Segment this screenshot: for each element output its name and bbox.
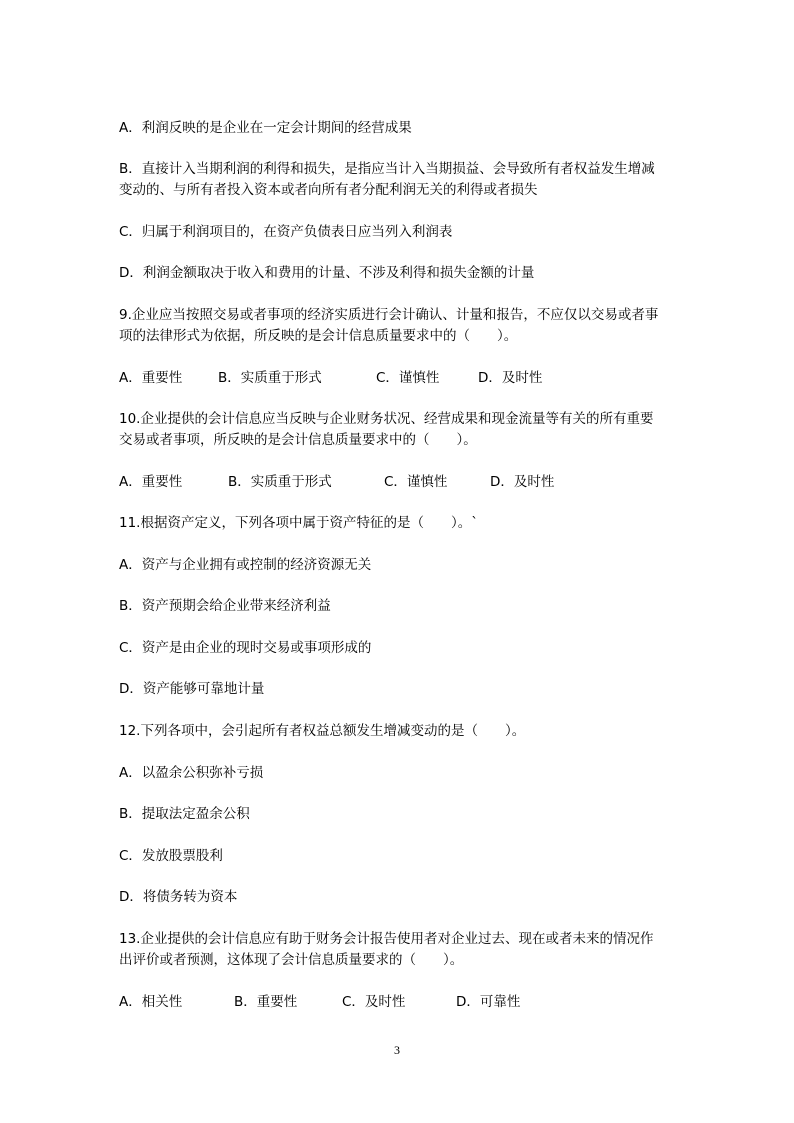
q8-option-b-line1: B．直接计入当期利润的利得和损失，是指应当计入当期损益、会导致所有者权益发生增减 <box>119 161 655 177</box>
q8-option-a: A．利润反映的是企业在一定会计期间的经营成果 <box>119 120 412 136</box>
q12-stem: 12.下列各项中，会引起所有者权益总额发生增减变动的是（ ）。 <box>119 723 526 739</box>
q10-option-a: A．重要性 <box>119 474 183 490</box>
q9-stem <box>119 305 685 347</box>
q9-stem-line2: 项的法律形式为依据，所反映的是会计信息质量要求中的（ ）。 <box>119 328 518 344</box>
q13-option-d: D．可靠性 <box>456 994 521 1010</box>
q9-option-b: B．实质重于形式 <box>218 370 322 386</box>
q9-option-d: D．及时性 <box>478 370 543 386</box>
q10-stem-line1: 10.企业提供的会计信息应当反映与企业财务状况、经营成果和现金流量等有关的所有重要 <box>119 411 654 427</box>
q8-option-b <box>119 159 685 201</box>
q10-option-b: B．实质重于形式 <box>228 474 332 490</box>
q8-option-d: D．利润金额取决于收入和费用的计量、不涉及利得和损失金额的计量 <box>119 265 535 281</box>
q10-stem <box>119 409 685 451</box>
q9-option-a: A．重要性 <box>119 370 183 386</box>
q12-option-d: D．将债务转为资本 <box>119 889 238 905</box>
q13-stem-line2: 出评价或者预测，这体现了会计信息质量要求的（ ）。 <box>119 952 464 968</box>
q10-option-c: C．谨慎性 <box>384 474 448 490</box>
q8-option-c: C．归属于利润项目的，在资产负债表日应当列入利润表 <box>119 224 453 240</box>
q13-option-b: B．重要性 <box>234 994 298 1010</box>
q13-stem <box>119 929 685 971</box>
q8-option-b-line2: 变动的、与所有者投入资本或者向所有者分配利润无关的利得或者损失 <box>119 182 538 198</box>
q11-option-c: C．资产是由企业的现时交易或事项形成的 <box>119 640 372 656</box>
q10-stem-line2: 交易或者事项，所反映的是会计信息质量要求中的（ ）。 <box>119 432 477 448</box>
q11-stem: 11.根据资产定义，下列各项中属于资产特征的是（ ）。` <box>119 515 478 531</box>
q12-option-c: C．发放股票股利 <box>119 848 223 864</box>
q9-stem-line1: 9.企业应当按照交易或者事项的经济实质进行会计确认、计量和报告，不应仅以交易或者事 <box>119 307 659 323</box>
q11-option-b: B．资产预期会给企业带来经济利益 <box>119 598 331 614</box>
q13-option-a: A．相关性 <box>119 994 183 1010</box>
q13-stem-line1: 13.企业提供的会计信息应有助于财务会计报告使用者对企业过去、现在或者未来的情况作 <box>119 931 654 947</box>
q13-option-c: C．及时性 <box>342 994 406 1010</box>
page-number: 3 <box>394 1043 400 1057</box>
q11-option-a: A．资产与企业拥有或控制的经济资源无关 <box>119 557 372 573</box>
q10-option-d: D．及时性 <box>490 474 555 490</box>
q12-option-b: B．提取法定盈余公积 <box>119 806 250 822</box>
q9-option-c: C．谨慎性 <box>376 370 440 386</box>
q11-option-d: D．资产能够可靠地计量 <box>119 681 265 697</box>
q12-option-a: A．以盈余公积弥补亏损 <box>119 765 264 781</box>
